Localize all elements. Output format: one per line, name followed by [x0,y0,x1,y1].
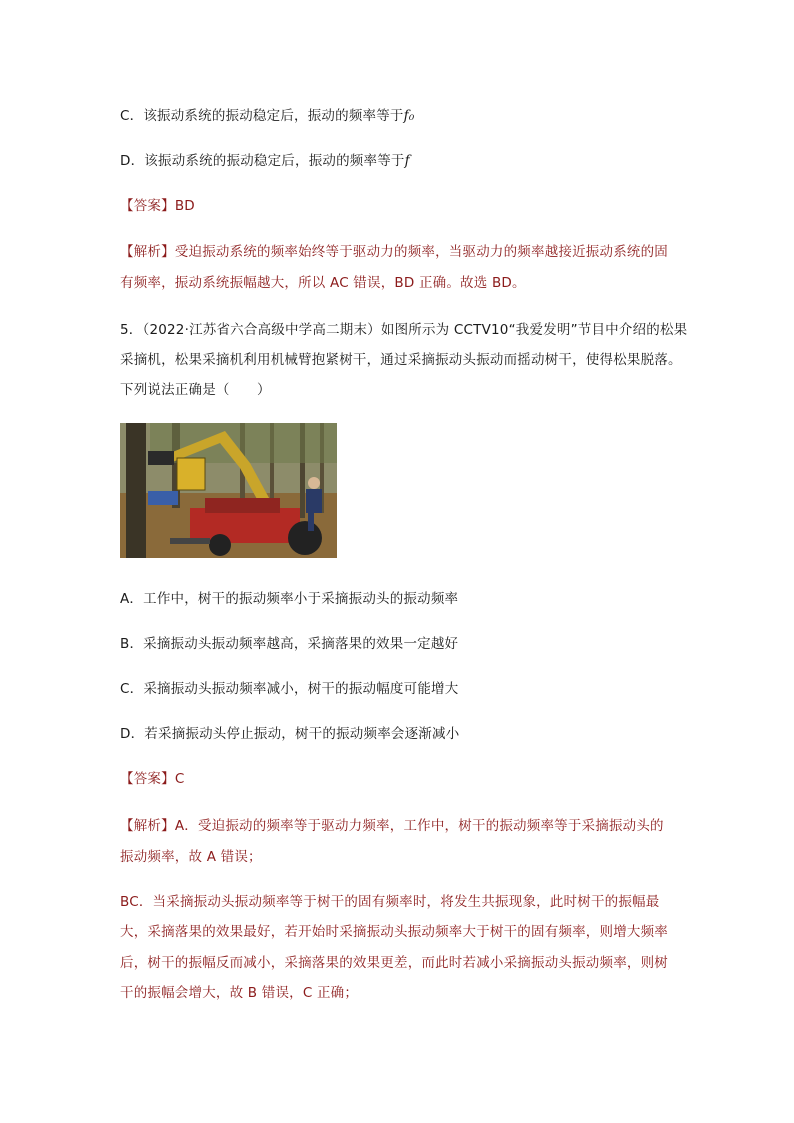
q5-analysis-bc-line-1: BC．当采摘振动头振动频率等于树干的固有频率时，将发生共振现象，此时树干的振幅最 [120,894,660,910]
q5-option-b: B．采摘振动头振动频率越高，采摘落果的效果一定越好 [120,636,459,652]
q5-analysis-a-line-1: 【解析】A．受迫振动的频率等于驱动力频率，工作中，树干的振动频率等于采摘振动头的 [120,818,664,834]
answer-label: 【答案】 [120,771,175,787]
q5-option-d: D．若采摘振动头停止振动，树干的振动频率会逐渐减小 [120,726,460,742]
q5-answer [120,767,184,787]
q5-analysis-bc-line-4: 干的振幅会增大，故 B 错误，C 正确； [120,985,359,1001]
q5-option-c: C．采摘振动头振动频率减小，树干的振动幅度可能增大 [120,681,459,697]
frequency-symbol-f0: f₀ [403,108,415,124]
q4-option-d: D．该振动系统的振动稳定后，振动的频率等于f [120,153,410,169]
q5-analysis-bc-line-2: 大，采摘落果的效果最好，若开始时采摘振动头振动频率大于树干的固有频率，则增大频率 [120,924,668,940]
pine-cone-harvester-photo [120,423,337,558]
answer-label: 【答案】 [120,198,175,214]
q4-answer [120,194,195,214]
q4-analysis-line-2: 有频率，振动系统振幅越大，所以 AC 错误，BD 正确。故选 BD。 [120,275,526,291]
q5-analysis-a-line-2: 振动频率，故 A 错误； [120,849,262,865]
q5-stem-line-1: 5．（2022·江苏省六合高级中学高二期末）如图所示为 CCTV10“我爱发明”节目中介绍的松果 [120,322,688,338]
frequency-symbol-f: f [404,153,410,169]
analysis-label: 【解析】 [120,244,175,260]
q5-stem-line-3: 下列说法正确是（ ） [120,382,271,398]
q4-analysis-line-1: 【解析】受迫振动系统的频率始终等于驱动力的频率，当驱动力的频率越接近振动系统的固 [120,244,669,260]
answer-value: BD [174,198,195,214]
q4-option-c: C．该振动系统的振动稳定后，振动的频率等于f₀ [120,108,415,124]
analysis-label: 【解析】 [120,818,175,834]
q5-analysis-bc-line-3: 后，树干的振幅反而减小，采摘落果的效果更差，而此时若减小采摘振动头振动频率，则树 [120,955,668,971]
q5-stem-line-2: 采摘机，松果采摘机利用机械臂抱紧树干，通过采摘振动头振动而摇动树干，使得松果脱落。 [120,352,682,368]
answer-value: C [174,771,185,787]
q5-option-a: A．工作中，树干的振动频率小于采摘振动头的振动频率 [120,591,459,607]
